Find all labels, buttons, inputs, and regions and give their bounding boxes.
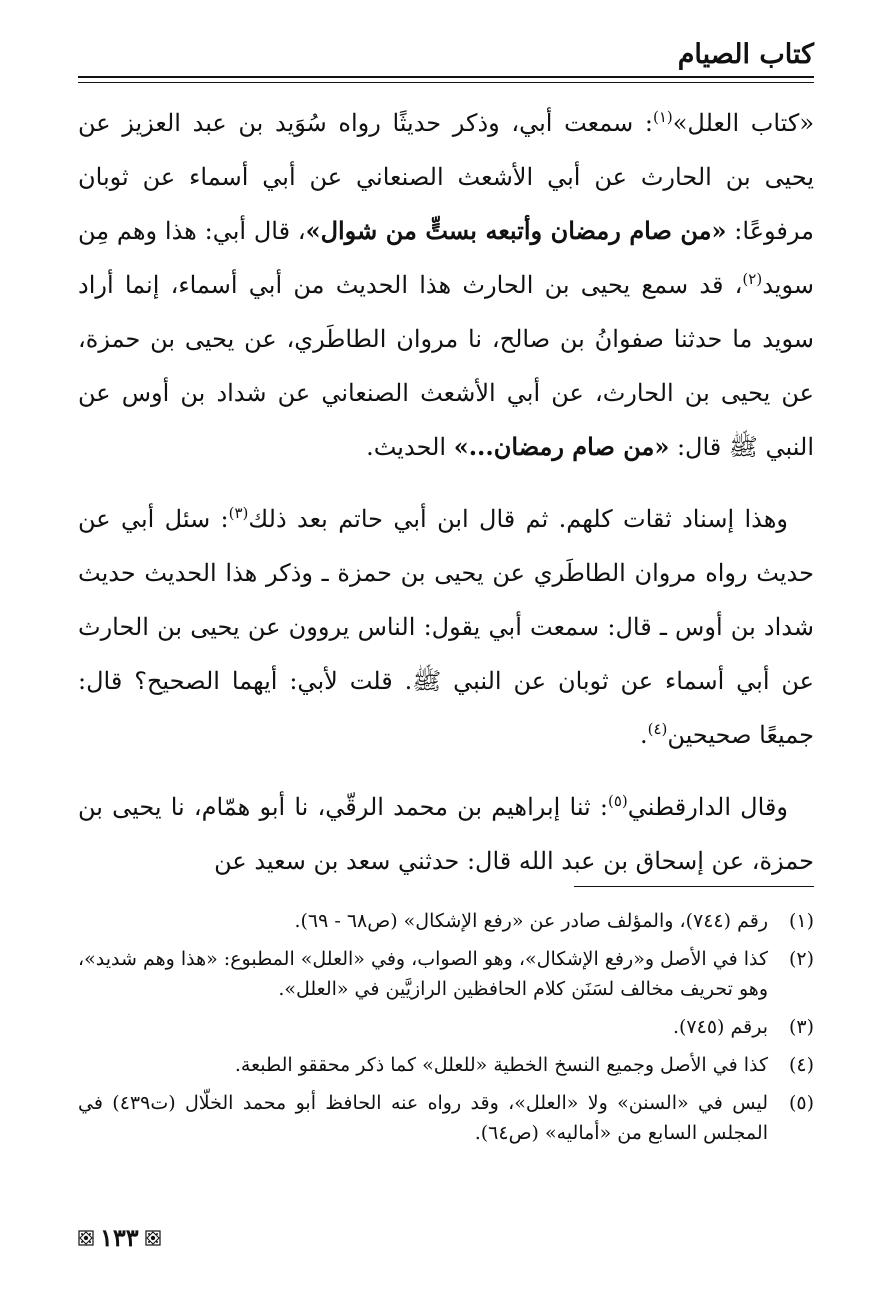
footnote-number: (٢) bbox=[788, 948, 814, 970]
footnote-text: رقم (٧٤٤)، والمؤلف صادر عن «رفع الإشكال» (ص٦٨ - ٦٩). bbox=[294, 910, 768, 932]
p3-text-2: : ثنا إبراهيم بن محمد الرقّي، نا أبو همّام، نا يحيى بن حمزة، عن إسحاق بن عبد الله قال: حدثني سعد بن سعيد عن bbox=[78, 793, 814, 875]
footnote-2 bbox=[78, 944, 814, 1004]
page-number: ١٣٣ bbox=[100, 1223, 139, 1252]
paragraph-1 bbox=[78, 96, 814, 474]
p1-text-5: الحديث. bbox=[366, 433, 454, 461]
footnote-text: ليس في «السنن» ولا «العلل»، وقد رواه عنه الحافظ أبو محمد الخلّال (ت٤٣٩) في المجلس السابع من «أماليه» (ص٦٤). bbox=[78, 1092, 768, 1144]
floral-ornament-icon bbox=[145, 1230, 161, 1246]
footnote-ref-4[interactable]: (٤) bbox=[647, 720, 668, 738]
footnote-ref-5[interactable]: (٥) bbox=[608, 792, 628, 810]
paragraph-2 bbox=[78, 492, 814, 762]
p1-text-4: ، قد سمع يحيى بن الحارث هذا الحديث من أبي أسماء، إنما أراد سويد ما حدثنا صفوانُ بن صالح، نا مروان الطاطَري، عن يحيى بن حمزة، عن يحيى بن الحارث، عن أبي الأشعث الصنعاني عن شداد بن أوس عن النبي ﷺ قال: bbox=[78, 271, 814, 461]
p1-text-3: ، قال أبي: هذا وهم مِن سويد bbox=[78, 217, 814, 299]
running-title: كتاب الصيام bbox=[677, 39, 814, 70]
footnote-number: (٣) bbox=[788, 1016, 814, 1038]
header-rule-thick bbox=[78, 76, 814, 78]
footnote-5 bbox=[78, 1088, 814, 1148]
footnote-ref-1[interactable]: (١) bbox=[652, 108, 673, 126]
footnote-text: كذا في الأصل وجميع النسخ الخطية «للعلل» كما ذكر محققو الطبعة. bbox=[234, 1054, 768, 1076]
footnote-ref-2[interactable]: (٢) bbox=[742, 270, 763, 288]
p1-hadith-quote-2: «من صام رمضان...» bbox=[453, 432, 670, 461]
footnote-text: كذا في الأصل و«رفع الإشكال»، وهو الصواب، وفي «العلل» المطبوع: «هذا وهم شديد»، وهو تحريف مخالف لسَنَن كلام الحافظين الرازيَّين في «العلل». bbox=[78, 948, 768, 1000]
main-text bbox=[78, 96, 814, 888]
page-number-block bbox=[78, 1224, 161, 1252]
footnote-number: (٤) bbox=[788, 1054, 814, 1076]
footnote-3 bbox=[78, 1012, 814, 1042]
footnote-1 bbox=[78, 906, 814, 936]
p2-text-1: وهذا إسناد ثقات كلهم. ثم قال ابن أبي حاتم بعد ذلك bbox=[248, 505, 788, 533]
footnote-text: برقم (٧٤٥). bbox=[672, 1016, 768, 1038]
footnotes bbox=[78, 906, 814, 1156]
p2-text-3: . bbox=[639, 721, 648, 749]
header-rule-thin bbox=[78, 82, 814, 83]
footnote-number: (٥) bbox=[788, 1092, 814, 1114]
p1-text-1: «كتاب العلل» bbox=[672, 109, 815, 137]
p2-text-2: : سئل أبي عن حديث رواه مروان الطاطَري عن يحيى بن حمزة ـ وذكر هذا الحديث حديث شداد بن أوس ـ قال: سمعت أبي يقول: الناس يروون عن يحيى بن الحارث عن أبي أسماء عن ثوبان عن النبي ﷺ. قلت لأبي: أيهما الصحيح؟ قال: جميعًا صحيحين bbox=[78, 505, 814, 749]
paragraph-3 bbox=[78, 780, 814, 888]
p3-text-1: وقال الدارقطني bbox=[627, 793, 788, 821]
p1-text-2: : سمعت أبي، وذكر حديثًا رواه سُوَيد بن عبد العزيز عن يحيى بن الحارث عن أبي الأشعث الصنعاني عن أبي أسماء عن ثوبان مرفوعًا: bbox=[78, 109, 814, 245]
footnote-ref-3[interactable]: (٣) bbox=[228, 504, 249, 522]
footnote-separator bbox=[574, 886, 814, 887]
footnote-4 bbox=[78, 1050, 814, 1080]
p1-hadith-quote-1: «من صام رمضان وأتبعه بستٍّ من شوال» bbox=[305, 216, 727, 245]
footnote-number: (١) bbox=[788, 910, 814, 932]
floral-ornament-icon bbox=[78, 1230, 94, 1246]
